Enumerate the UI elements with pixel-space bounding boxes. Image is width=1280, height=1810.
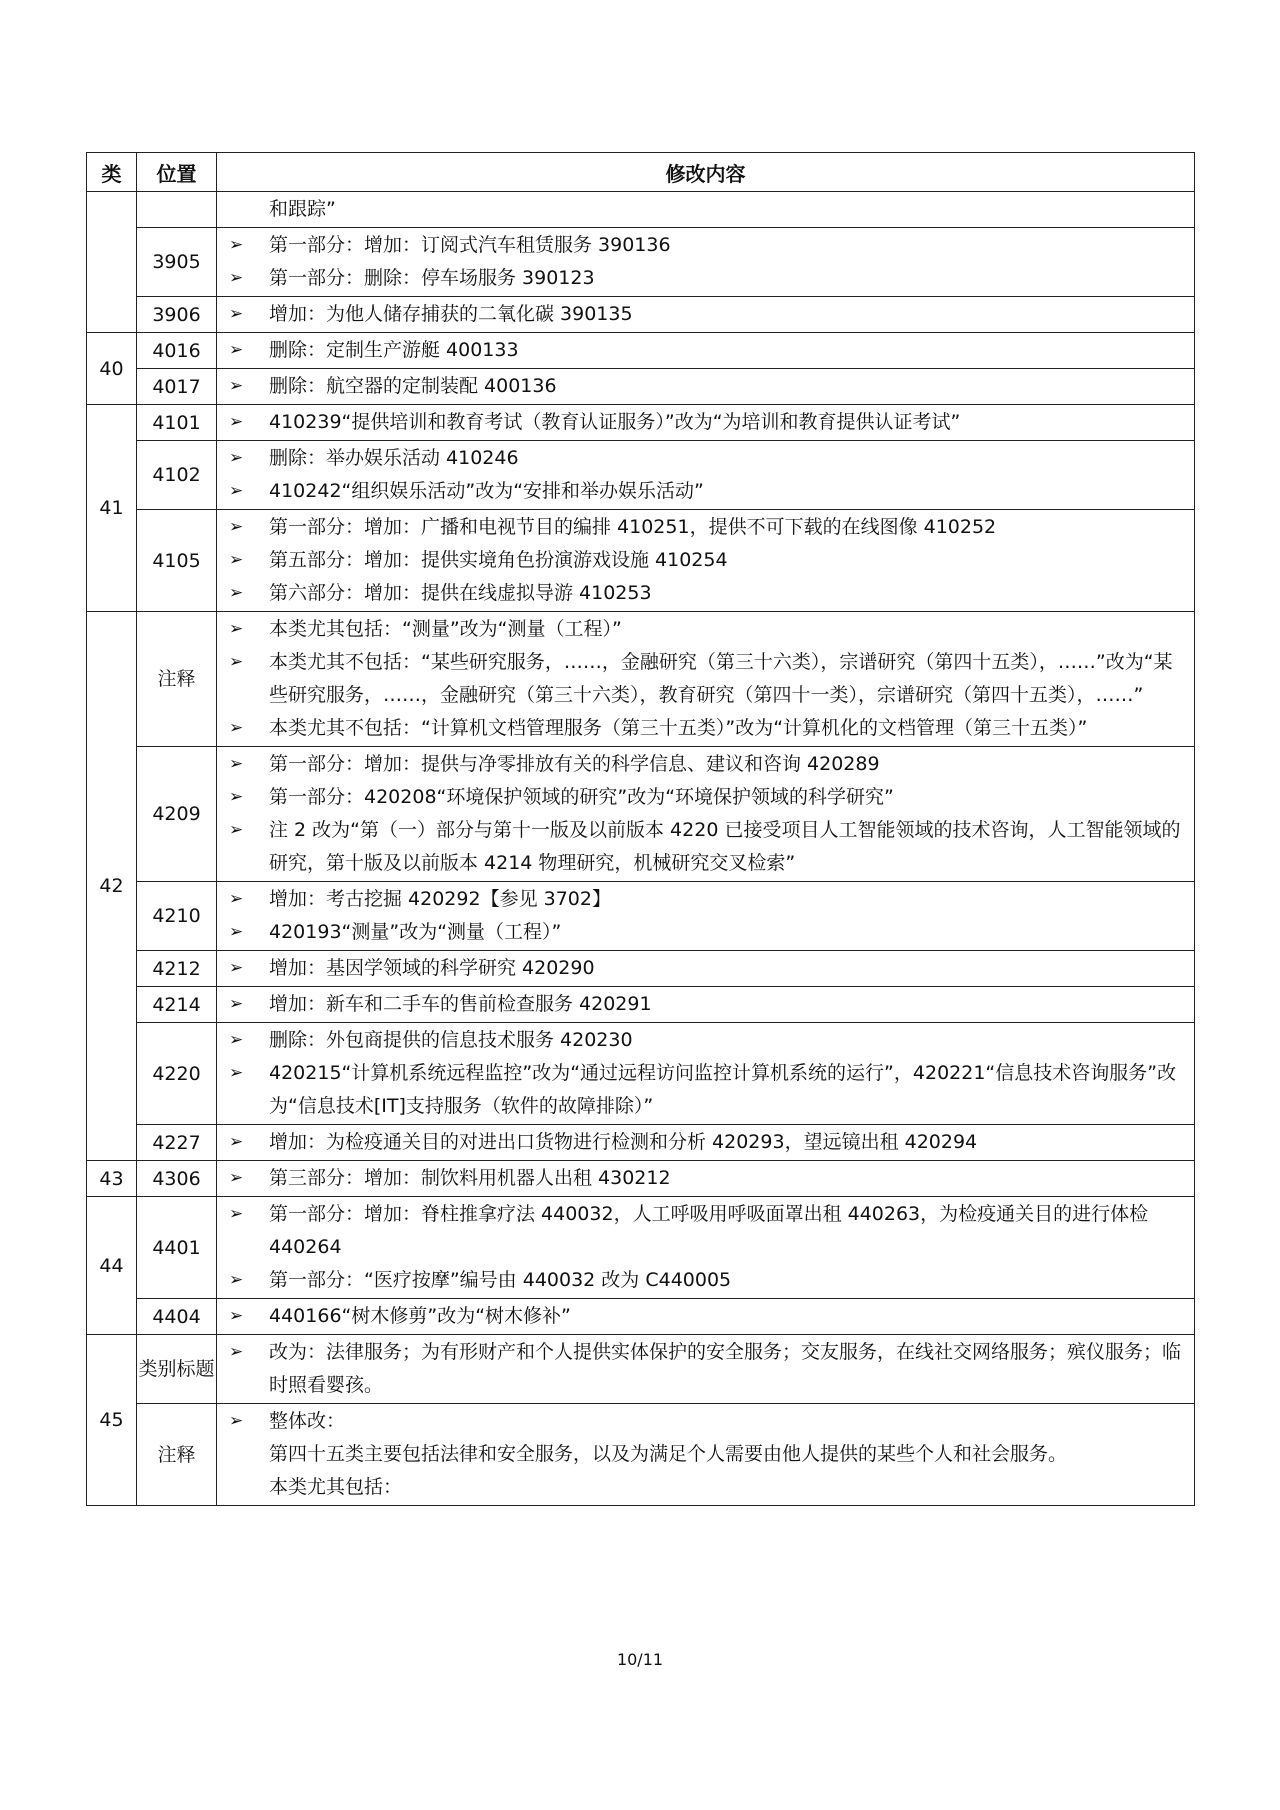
arrow-bullet-icon: ➢	[229, 787, 244, 807]
class-cell: 42	[87, 612, 137, 1161]
content-cell	[217, 1023, 1195, 1125]
table-row	[87, 1023, 1195, 1125]
arrow-bullet-icon: ➢	[229, 889, 244, 909]
position-cell: 4105	[137, 510, 217, 612]
bullet-item	[229, 883, 1184, 916]
amendment-table	[86, 152, 1195, 1506]
item-text: 第一部分：“医疗按摩”编号由 440032 改为 C440005	[269, 1269, 732, 1291]
arrow-bullet-icon: ➢	[229, 412, 244, 432]
arrow-bullet-icon: ➢	[229, 268, 244, 288]
bullet-item	[229, 1300, 1184, 1333]
item-text: 第五部分：增加：提供实境角色扮演游戏设施 410254	[269, 549, 728, 571]
content-cell	[217, 1335, 1195, 1404]
class-cell	[87, 192, 137, 333]
item-text: 增加：新车和二手车的售前检查服务 420291	[269, 993, 652, 1015]
position-cell: 4101	[137, 405, 217, 441]
item-text: 第一部分：增加：订阅式汽车租赁服务 390136	[269, 234, 671, 256]
bullet-item	[229, 1126, 1184, 1159]
arrow-bullet-icon: ➢	[229, 958, 244, 978]
content-cell	[217, 1197, 1195, 1299]
item-text: 第六部分：增加：提供在线虚拟导游 410253	[269, 582, 652, 604]
header-class: 类	[87, 153, 137, 192]
bullet-item	[229, 1024, 1184, 1057]
table-row	[87, 612, 1195, 747]
arrow-bullet-icon: ➢	[229, 994, 244, 1014]
table-row	[87, 369, 1195, 405]
table-body	[87, 192, 1195, 1506]
header-content: 修改内容	[217, 153, 1195, 192]
arrow-bullet-icon: ➢	[229, 583, 244, 603]
position-cell: 4404	[137, 1299, 217, 1335]
table-row	[87, 987, 1195, 1023]
item-text: 删除：航空器的定制装配 400136	[269, 375, 557, 397]
content-cell	[217, 228, 1195, 297]
header-position: 位置	[137, 153, 217, 192]
position-cell: 4102	[137, 441, 217, 510]
class-cell: 44	[87, 1197, 137, 1335]
arrow-bullet-icon: ➢	[229, 1030, 244, 1050]
arrow-bullet-icon: ➢	[229, 235, 244, 255]
arrow-bullet-icon: ➢	[229, 1204, 244, 1224]
content-cell	[217, 612, 1195, 747]
bullet-item	[229, 1162, 1184, 1195]
position-cell: 4016	[137, 333, 217, 369]
table-row	[87, 882, 1195, 951]
table-row	[87, 441, 1195, 510]
arrow-bullet-icon: ➢	[229, 517, 244, 537]
item-text: 410242“组织娱乐活动”改为“安排和举办娱乐活动”	[269, 480, 704, 502]
class-cell: 43	[87, 1161, 137, 1197]
position-cell: 4220	[137, 1023, 217, 1125]
content-cell	[217, 987, 1195, 1023]
item-text: 注 2 改为“第（一）部分与第十一版及以前版本 4220 已接受项目人工智能领域的技术咨询，人工智能领域的研究，第十版及以前版本 4214 物理研究，机械研究交叉检索”	[269, 819, 1181, 874]
item-text: 第一部分：增加：广播和电视节目的编排 410251，提供不可下载的在线图像 410252	[269, 516, 997, 538]
bullet-item	[229, 814, 1184, 880]
position-cell: 4212	[137, 951, 217, 987]
bullet-item	[229, 544, 1184, 577]
arrow-bullet-icon: ➢	[229, 619, 244, 639]
position-cell: 3906	[137, 297, 217, 333]
content-cell	[217, 1299, 1195, 1335]
item-text: 第一部分：删除：停车场服务 390123	[269, 267, 595, 289]
bullet-item	[229, 298, 1184, 331]
item-text: 第一部分：420208“环境保护领域的研究”改为“环境保护领域的科学研究”	[269, 786, 894, 808]
plain-text: 第四十五类主要包括法律和安全服务，以及为满足个人需要由他人提供的某些个人和社会服务。	[269, 1443, 1068, 1465]
bullet-item	[229, 646, 1184, 712]
item-text: 整体改：	[269, 1410, 346, 1432]
content-cell	[217, 882, 1195, 951]
bullet-item	[229, 229, 1184, 262]
position-cell: 4209	[137, 747, 217, 882]
class-cell: 45	[87, 1335, 137, 1506]
bullet-item	[229, 1198, 1184, 1264]
table-row	[87, 747, 1195, 882]
position-cell: 4401	[137, 1197, 217, 1299]
arrow-bullet-icon: ➢	[229, 1306, 244, 1326]
position-cell: 注释	[137, 612, 217, 747]
position-cell: 注释	[137, 1404, 217, 1506]
bullet-item	[229, 1336, 1184, 1402]
bullet-item	[229, 406, 1184, 439]
content-cell	[217, 1125, 1195, 1161]
item-text: 本类尤其包括：“测量”改为“测量（工程）”	[269, 618, 622, 640]
position-cell: 4227	[137, 1125, 217, 1161]
arrow-bullet-icon: ➢	[229, 922, 244, 942]
bullet-item	[229, 370, 1184, 403]
position-cell: 4017	[137, 369, 217, 405]
item-text: 420193“测量”改为“测量（工程）”	[269, 921, 562, 943]
arrow-bullet-icon: ➢	[229, 1270, 244, 1290]
content-cell	[217, 747, 1195, 882]
item-text: 增加：为检疫通关目的对进出口货物进行检测和分析 420293，望远镜出租 420294	[269, 1131, 978, 1153]
content-cell	[217, 297, 1195, 333]
arrow-bullet-icon: ➢	[229, 652, 244, 672]
table-header	[87, 153, 1195, 192]
bullet-item	[229, 781, 1184, 814]
content-cell	[217, 951, 1195, 987]
class-cell: 40	[87, 333, 137, 405]
table-row	[87, 1404, 1195, 1506]
position-cell: 4210	[137, 882, 217, 951]
item-text: 删除：外包商提供的信息技术服务 420230	[269, 1029, 633, 1051]
content-cell	[217, 369, 1195, 405]
arrow-bullet-icon: ➢	[229, 481, 244, 501]
arrow-bullet-icon: ➢	[229, 1342, 244, 1362]
item-text: 删除：定制生产游艇 400133	[269, 339, 519, 361]
bullet-item	[229, 475, 1184, 508]
page-number: 10/11	[616, 1650, 664, 1669]
table-row	[87, 1125, 1195, 1161]
item-text: 第一部分：增加：提供与净零排放有关的科学信息、建议和咨询 420289	[269, 753, 880, 775]
bullet-item	[229, 577, 1184, 610]
table-row	[87, 192, 1195, 228]
bullet-item	[229, 748, 1184, 781]
bullet-item	[229, 916, 1184, 949]
table-row	[87, 297, 1195, 333]
table-row	[87, 1299, 1195, 1335]
item-text: 本类尤其不包括：“某些研究服务，……，金融研究（第三十六类），宗谱研究（第四十五类），……”改为“某些研究服务，……，金融研究（第三十六类），教育研究（第四十一类），宗谱研究（第四十五类），……”	[269, 651, 1173, 706]
item-text: 第三部分：增加：制饮料用机器人出租 430212	[269, 1167, 671, 1189]
arrow-bullet-icon: ➢	[229, 820, 244, 840]
bullet-item	[229, 613, 1184, 646]
bullet-item	[229, 442, 1184, 475]
item-text: 420215“计算机系统远程监控”改为“通过远程访问监控计算机系统的运行”，420221“信息技术咨询服务”改为“信息技术[IT]支持服务（软件的故障排除）”	[269, 1062, 1177, 1117]
item-text: 增加：基因学领域的科学研究 420290	[269, 957, 595, 979]
table-row	[87, 228, 1195, 297]
arrow-bullet-icon: ➢	[229, 340, 244, 360]
bullet-item	[229, 334, 1184, 367]
class-cell: 41	[87, 405, 137, 612]
item-text: 440166“树木修剪”改为“树木修补”	[269, 1305, 571, 1327]
table-row	[87, 1161, 1195, 1197]
table-row	[87, 1197, 1195, 1299]
arrow-bullet-icon: ➢	[229, 1063, 244, 1083]
content-cell	[217, 333, 1195, 369]
plain-text: 本类尤其包括：	[269, 1476, 403, 1498]
bullet-item	[229, 1057, 1184, 1123]
item-text: 增加：考古挖掘 420292【参见 3702】	[269, 888, 611, 910]
table-row	[87, 1335, 1195, 1404]
bullet-item	[229, 712, 1184, 745]
content-cell	[217, 192, 1195, 228]
content-cell	[217, 1161, 1195, 1197]
table-row	[87, 951, 1195, 987]
arrow-bullet-icon: ➢	[229, 1411, 244, 1431]
arrow-bullet-icon: ➢	[229, 1132, 244, 1152]
position-cell: 类别标题	[137, 1335, 217, 1404]
item-text: 增加：为他人储存捕获的二氧化碳 390135	[269, 303, 633, 325]
arrow-bullet-icon: ➢	[229, 1168, 244, 1188]
bullet-item	[229, 262, 1184, 295]
item-text: 第一部分：增加：脊柱推拿疗法 440032，人工呼吸用呼吸面罩出租 440263，为检疫通关目的进行体检 440264	[269, 1203, 1149, 1258]
arrow-bullet-icon: ➢	[229, 448, 244, 468]
arrow-bullet-icon: ➢	[229, 376, 244, 396]
bullet-item	[229, 1405, 1184, 1438]
position-cell: 3905	[137, 228, 217, 297]
plain-text: 和跟踪”	[269, 198, 336, 220]
arrow-bullet-icon: ➢	[229, 754, 244, 774]
content-cell	[217, 441, 1195, 510]
arrow-bullet-icon: ➢	[229, 304, 244, 324]
content-cell	[217, 405, 1195, 441]
position-cell	[137, 192, 217, 228]
content-cell	[217, 1404, 1195, 1506]
bullet-item	[229, 1264, 1184, 1297]
item-text: 410239“提供培训和教育考试（教育认证服务）”改为“为培训和教育提供认证考试”	[269, 411, 961, 433]
position-cell: 4214	[137, 987, 217, 1023]
content-cell	[217, 510, 1195, 612]
arrow-bullet-icon: ➢	[229, 718, 244, 738]
item-text: 改为：法律服务；为有形财产和个人提供实体保护的安全服务；交友服务，在线社交网络服务；殡仪服务；临时照看婴孩。	[269, 1341, 1182, 1396]
item-text: 删除：举办娱乐活动 410246	[269, 447, 519, 469]
arrow-bullet-icon: ➢	[229, 550, 244, 570]
bullet-item	[229, 988, 1184, 1021]
table-row	[87, 405, 1195, 441]
item-text: 本类尤其不包括：“计算机文档管理服务（第三十五类）”改为“计算机化的文档管理（第三十五类）”	[269, 717, 1088, 739]
table-row	[87, 510, 1195, 612]
table-row	[87, 333, 1195, 369]
bullet-item	[229, 511, 1184, 544]
position-cell: 4306	[137, 1161, 217, 1197]
bullet-item	[229, 952, 1184, 985]
